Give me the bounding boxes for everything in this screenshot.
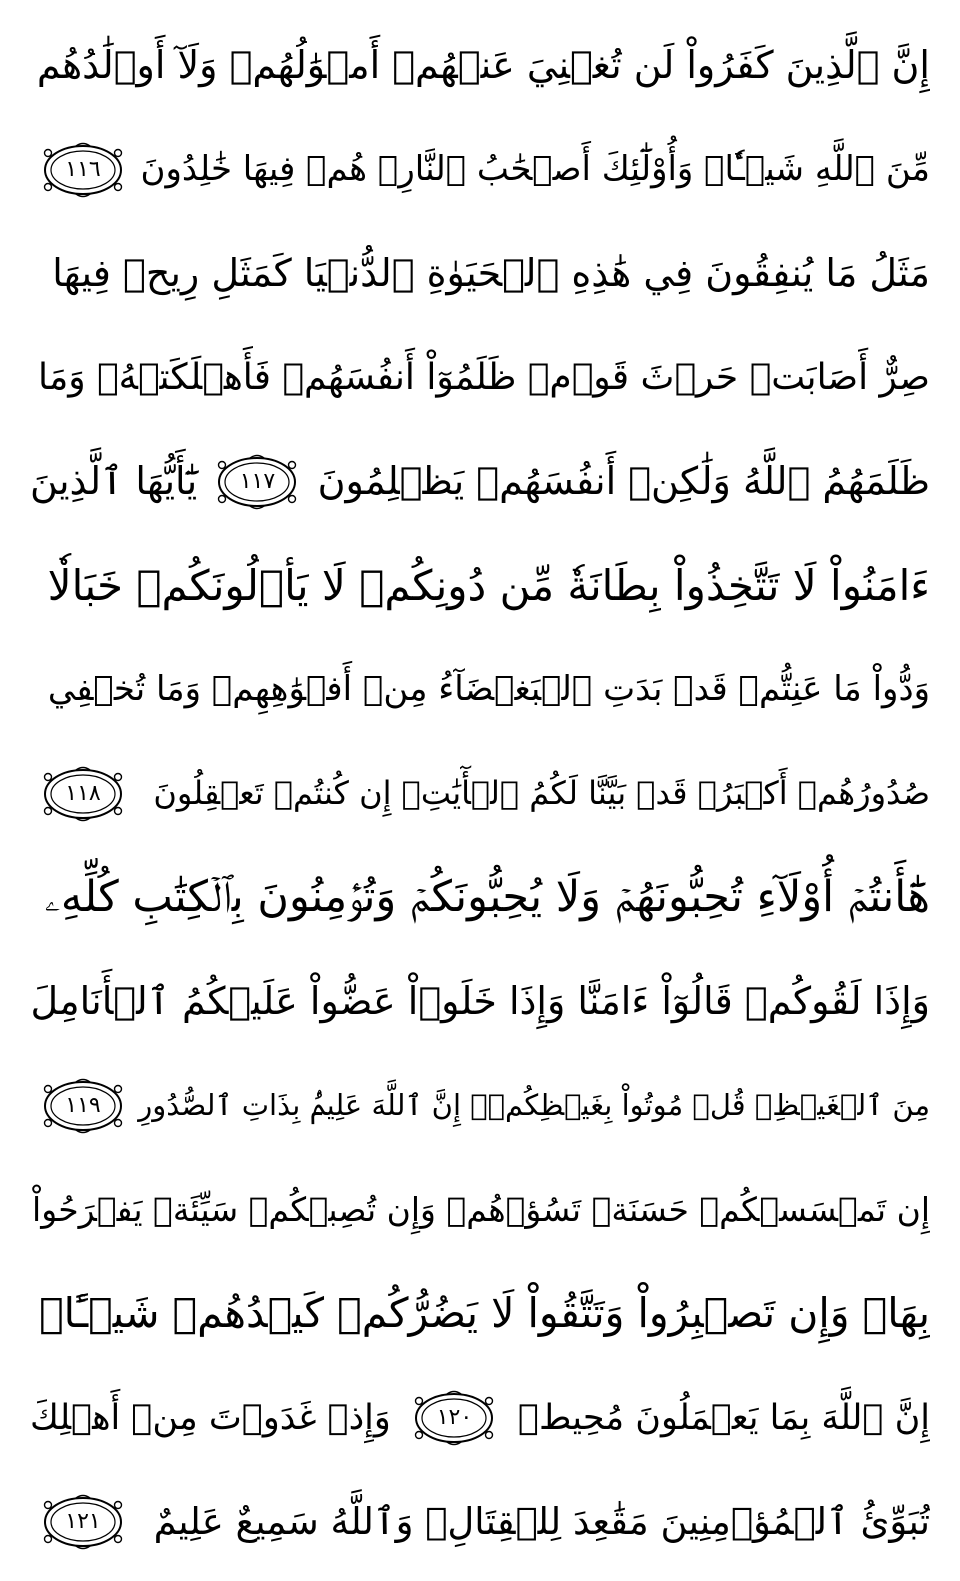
verse-text: إِن تَمۡسَسۡكُمۡ حَسَنَةٞ تَسُؤۡهُمۡ وَإِن تُصِبۡكُمۡ سَيِّئَةٞ يَفۡرَحُواْ xyxy=(32,1189,930,1229)
verse-text: إِنَّ ٱلَّذِينَ كَفَرُواْ لَن تُغۡنِيَ عَنۡهُمۡ أَمۡوَٰلُهُمۡ وَلَآ أَوۡلَٰدُهُم xyxy=(36,43,930,88)
ayah-number: ١١٦ xyxy=(65,157,101,182)
verse-text: بِهَاۖ وَإِن تَصۡبِرُواْ وَتَتَّقُواْ لَا يَضُرُّكُمۡ كَيۡدُهُمۡ شَيۡـًٔاۗ xyxy=(39,1289,930,1338)
verse-line xyxy=(30,326,930,430)
verse-line xyxy=(30,638,930,742)
verse-line xyxy=(30,1366,930,1470)
ayah-number: ١١٨ xyxy=(65,781,101,806)
verse-line xyxy=(30,1158,930,1262)
verse-line xyxy=(30,1470,930,1574)
verse-text: ءَامَنُواْ لَا تَتَّخِذُواْ بِطَانَةٗ مِّن دُونِكُمۡ لَا يَأۡلُونَكُمۡ خَبَالٗا xyxy=(47,560,930,610)
verse-text: يَٰٓأَيُّهَا ٱلَّذِينَ xyxy=(30,459,198,504)
verse-text: وَإِذۡ غَدَوۡتَ مِنۡ أَهۡلِكَ xyxy=(30,1397,391,1438)
ayah-marker-icon xyxy=(40,765,126,823)
ayah-marker-icon xyxy=(40,1493,126,1551)
verse-text: تُبَوِّئُ ٱلۡمُؤۡمِنِينَ مَقَٰعِدَ لِلۡقِتَالِۗ وَٱللَّهُ سَمِيعٌ عَلِيمٌ xyxy=(153,1499,930,1543)
verse-text: مَثَلُ مَا يُنفِقُونَ فِي هَٰذِهِ ٱلۡحَيَوٰةِ ٱلدُّنۡيَا كَمَثَلِ رِيحٖ فِيهَا xyxy=(52,251,930,296)
verse-text: صُدُورُهُمۡ أَكۡبَرُۚ قَدۡ بَيَّنَّا لَكُمُ ٱلۡأٓيَٰتِۖ إِن كُنتُمۡ تَعۡقِلُونَ xyxy=(153,774,930,813)
verse-line xyxy=(30,1262,930,1366)
verse-text: صِرٌّ أَصَابَتۡ حَرۡثَ قَوۡمٖ ظَلَمُوٓاْ أَنفُسَهُمۡ فَأَهۡلَكَتۡهُۚ وَمَا xyxy=(37,357,930,399)
ayah-number: ١١٩ xyxy=(65,1093,101,1118)
verse-text: وَدُّواْ مَا عَنِتُّمۡ قَدۡ بَدَتِ ٱلۡبَغۡضَآءُ مِنۡ أَفۡوَٰهِهِمۡ وَمَا تُخۡفِي xyxy=(47,669,930,710)
verse-line xyxy=(30,1054,930,1158)
ayah-marker-icon xyxy=(214,453,300,511)
ayah-marker-icon xyxy=(411,1389,497,1447)
verse-text: وَإِذَا لَقُوكُمۡ قَالُوٓاْ ءَامَنَّا وَإِذَا خَلَوۡاْ عَضُّواْ عَلَيۡكُمُ ٱلۡأَنَامِلَ xyxy=(30,979,930,1024)
verse-line xyxy=(30,118,930,222)
verse-text: إِنَّ ٱللَّهَ بِمَا يَعۡمَلُونَ مُحِيطٞ xyxy=(518,1397,930,1438)
verse-line xyxy=(30,430,930,534)
verse-text: مِنَ ٱلۡغَيۡظِۚ قُلۡ مُوتُواْ بِغَيۡظِكُمۡۗ إِنَّ ٱللَّهَ عَلِيمُۢ بِذَاتِ ٱلصُّدُورِ xyxy=(138,1088,930,1123)
ayah-marker-icon xyxy=(40,1077,126,1135)
ayah-number: ١٢١ xyxy=(65,1509,101,1534)
verse-line xyxy=(30,846,930,950)
verse-text: ظَلَمَهُمُ ٱللَّهُ وَلَٰكِنۡ أَنفُسَهُمۡ يَظۡلِمُونَ xyxy=(317,459,930,504)
verse-line xyxy=(30,534,930,638)
verse-text: مِّنَ ٱللَّهِ شَيۡـٔٗاۖ وَأُوْلَٰٓئِكَ أَصۡحَٰبُ ٱلنَّارِۚ هُمۡ فِيهَا خَٰلِدُونَ xyxy=(140,149,930,190)
ayah-number: ١٢٠ xyxy=(436,1405,473,1430)
verse-line xyxy=(30,222,930,326)
ayah-marker-icon xyxy=(40,141,126,199)
verse-line xyxy=(30,742,930,846)
ayah-number: ١١٧ xyxy=(239,469,276,494)
verse-line xyxy=(30,14,930,118)
verse-text: هَٰٓأَنتُمۡ أُوْلَآءِ تُحِبُّونَهُمۡ وَلَا يُحِبُّونَكُمۡ وَتُؤۡمِنُونَ بِٱلۡكِتَٰبِ كُلِّهِۦ xyxy=(44,872,930,923)
verse-line xyxy=(30,950,930,1054)
